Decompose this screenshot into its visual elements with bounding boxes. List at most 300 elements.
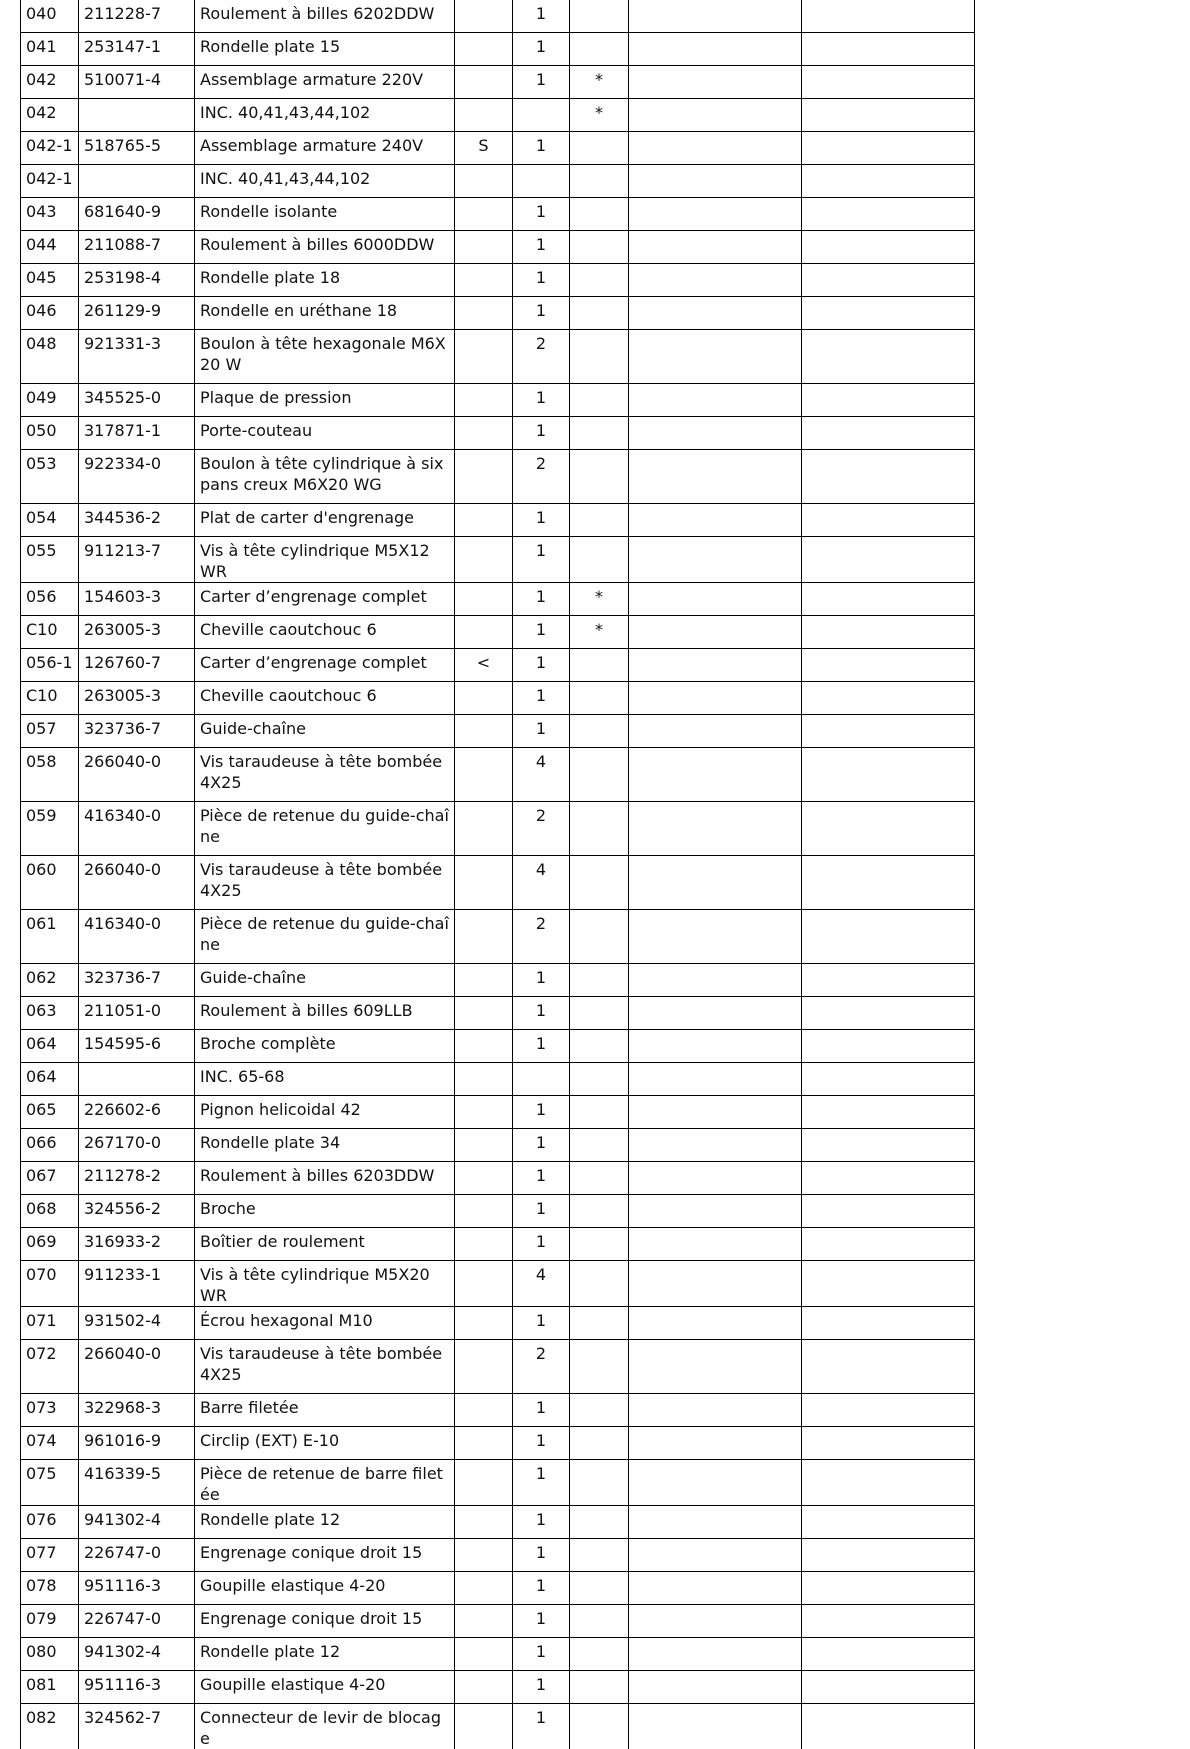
quantity-cell: 1 [513,682,570,715]
item-number-cell: 057 [21,715,79,748]
blank-cell [802,1506,975,1539]
item-number-cell: 044 [21,231,79,264]
table-row [21,1427,975,1460]
note-cell [570,33,629,66]
code-cell [455,231,513,264]
code-cell [455,1394,513,1427]
description-cell: Rondelle plate 12 [195,1638,455,1671]
table-row [21,1307,975,1340]
table-row [21,1539,975,1572]
part-number-cell: 226747-0 [79,1605,195,1638]
description-cell: Porte-couteau [195,417,455,450]
blank-cell [802,264,975,297]
note-cell [570,1638,629,1671]
note-cell: * [570,99,629,132]
code-cell [455,1307,513,1340]
table-row [21,132,975,165]
description-cell: Vis taraudeuse à tête bombée 4X25 [195,1340,455,1394]
note-cell [570,1506,629,1539]
item-number-cell: 077 [21,1539,79,1572]
part-number-cell: 345525-0 [79,384,195,417]
part-number-cell: 317871-1 [79,417,195,450]
blank-cell [629,231,802,264]
note-cell [570,1030,629,1063]
blank-cell [802,1704,975,1749]
note-cell [570,330,629,384]
code-cell [455,616,513,649]
blank-cell [802,1195,975,1228]
table-row [21,417,975,450]
part-number-cell: 263005-3 [79,682,195,715]
quantity-cell: 2 [513,450,570,504]
quantity-cell: 1 [513,715,570,748]
item-number-cell: 079 [21,1605,79,1638]
description-cell: Roulement à billes 6000DDW [195,231,455,264]
table-row [21,1460,975,1506]
code-cell [455,802,513,856]
item-number-cell: 054 [21,504,79,537]
code-cell [455,1340,513,1394]
note-cell [570,132,629,165]
blank-cell [802,330,975,384]
part-number-cell: 941302-4 [79,1638,195,1671]
blank-cell [802,1394,975,1427]
blank-cell [802,0,975,33]
blank-cell [802,417,975,450]
note-cell [570,1063,629,1096]
blank-cell [629,802,802,856]
item-number-cell: 040 [21,0,79,33]
code-cell [455,1539,513,1572]
code-cell [455,537,513,583]
blank-cell [629,1427,802,1460]
quantity-cell: 1 [513,1671,570,1704]
part-number-cell: 322968-3 [79,1394,195,1427]
item-number-cell: 042-1 [21,165,79,198]
description-cell: Cheville caoutchouc 6 [195,682,455,715]
item-number-cell: 062 [21,964,79,997]
code-cell [455,66,513,99]
code-cell [455,1572,513,1605]
item-number-cell: 066 [21,1129,79,1162]
table-row [21,450,975,504]
blank-cell [629,417,802,450]
code-cell [455,504,513,537]
note-cell [570,1195,629,1228]
code-cell [455,450,513,504]
quantity-cell [513,165,570,198]
table-row [21,715,975,748]
description-cell: Goupille elastique 4-20 [195,1671,455,1704]
quantity-cell: 1 [513,1394,570,1427]
table-row [21,748,975,802]
quantity-cell: 1 [513,1195,570,1228]
blank-cell [802,1671,975,1704]
description-cell: Carter d’engrenage complet [195,583,455,616]
part-number-cell [79,99,195,132]
item-number-cell: 056 [21,583,79,616]
table-row [21,1162,975,1195]
code-cell [455,715,513,748]
blank-cell [629,0,802,33]
description-cell: Vis à tête cylindrique M5X12 WR [195,537,455,583]
table-row [21,1129,975,1162]
item-number-cell: 078 [21,1572,79,1605]
blank-cell [629,1340,802,1394]
blank-cell [802,66,975,99]
quantity-cell: 1 [513,33,570,66]
note-cell [570,198,629,231]
code-cell [455,264,513,297]
blank-cell [629,297,802,330]
description-cell: Broche complète [195,1030,455,1063]
description-cell: Barre filetée [195,1394,455,1427]
description-cell: Assemblage armature 240V [195,132,455,165]
table-row [21,504,975,537]
table-row [21,66,975,99]
quantity-cell: 2 [513,1340,570,1394]
part-number-cell: 921331-3 [79,330,195,384]
description-cell: Broche [195,1195,455,1228]
note-cell [570,964,629,997]
blank-cell [802,537,975,583]
table-row [21,1506,975,1539]
item-number-cell: 042 [21,99,79,132]
part-number-cell: 951116-3 [79,1671,195,1704]
blank-cell [629,856,802,910]
table-row [21,1704,975,1749]
code-cell [455,297,513,330]
blank-cell [629,1162,802,1195]
part-number-cell: 211228-7 [79,0,195,33]
blank-cell [802,1460,975,1506]
quantity-cell: 2 [513,802,570,856]
blank-cell [629,1030,802,1063]
blank-cell [629,748,802,802]
code-cell [455,682,513,715]
code-cell [455,1704,513,1749]
note-cell [570,682,629,715]
description-cell: Vis taraudeuse à tête bombée 4X25 [195,856,455,910]
note-cell: * [570,66,629,99]
blank-cell [629,715,802,748]
part-number-cell: 266040-0 [79,856,195,910]
part-number-cell: 263005-3 [79,616,195,649]
part-number-cell: 211051-0 [79,997,195,1030]
note-cell [570,1307,629,1340]
table-row [21,1195,975,1228]
blank-cell [629,583,802,616]
part-number-cell: 931502-4 [79,1307,195,1340]
item-number-cell: 072 [21,1340,79,1394]
blank-cell [802,649,975,682]
note-cell [570,1427,629,1460]
code-cell [455,1638,513,1671]
table-row [21,964,975,997]
blank-cell [629,504,802,537]
note-cell [570,1539,629,1572]
parts-table-body [21,0,975,1749]
table-row [21,231,975,264]
note-cell [570,1096,629,1129]
part-number-cell: 316933-2 [79,1228,195,1261]
table-row [21,537,975,583]
quantity-cell: 4 [513,748,570,802]
blank-cell [629,1096,802,1129]
table-row [21,649,975,682]
quantity-cell [513,99,570,132]
item-number-cell: 082 [21,1704,79,1749]
table-row [21,264,975,297]
blank-cell [629,384,802,417]
quantity-cell: 1 [513,0,570,33]
item-number-cell: 067 [21,1162,79,1195]
parts-list-table [20,0,975,1749]
item-number-cell: 048 [21,330,79,384]
blank-cell [802,616,975,649]
code-cell [455,198,513,231]
item-number-cell: 064 [21,1063,79,1096]
part-number-cell: 211278-2 [79,1162,195,1195]
part-number-cell: 911213-7 [79,537,195,583]
note-cell [570,649,629,682]
note-cell [570,1394,629,1427]
table-row [21,1638,975,1671]
part-number-cell: 911233-1 [79,1261,195,1307]
blank-cell [629,450,802,504]
part-number-cell: 961016-9 [79,1427,195,1460]
note-cell [570,1261,629,1307]
item-number-cell: 055 [21,537,79,583]
code-cell: S [455,132,513,165]
code-cell [455,1427,513,1460]
part-number-cell [79,165,195,198]
item-number-cell: 042 [21,66,79,99]
description-cell: Cheville caoutchouc 6 [195,616,455,649]
blank-cell [629,997,802,1030]
quantity-cell: 1 [513,616,570,649]
part-number-cell: 324562-7 [79,1704,195,1749]
description-cell: Rondelle plate 18 [195,264,455,297]
quantity-cell: 1 [513,1228,570,1261]
blank-cell [802,1539,975,1572]
item-number-cell: 046 [21,297,79,330]
item-number-cell: 059 [21,802,79,856]
part-number-cell: 226602-6 [79,1096,195,1129]
blank-cell [629,682,802,715]
part-number-cell: 266040-0 [79,1340,195,1394]
table-row [21,0,975,33]
table-row [21,1605,975,1638]
blank-cell [802,1162,975,1195]
note-cell [570,1460,629,1506]
quantity-cell: 1 [513,1539,570,1572]
quantity-cell: 1 [513,1638,570,1671]
part-number-cell: 126760-7 [79,649,195,682]
item-number-cell: 050 [21,417,79,450]
item-number-cell: 069 [21,1228,79,1261]
item-number-cell: 053 [21,450,79,504]
note-cell [570,1605,629,1638]
blank-cell [802,1427,975,1460]
part-number-cell: 253198-4 [79,264,195,297]
description-cell: Boîtier de roulement [195,1228,455,1261]
part-number-cell: 266040-0 [79,748,195,802]
blank-cell [802,802,975,856]
description-cell: Pièce de retenue de barre filetée [195,1460,455,1506]
note-cell: * [570,583,629,616]
code-cell [455,384,513,417]
description-cell: Plat de carter d'engrenage [195,504,455,537]
note-cell [570,264,629,297]
quantity-cell: 1 [513,1030,570,1063]
table-row [21,1261,975,1307]
note-cell [570,297,629,330]
item-number-cell: 056-1 [21,649,79,682]
note-cell [570,715,629,748]
quantity-cell: 2 [513,910,570,964]
description-cell: Engrenage conique droit 15 [195,1605,455,1638]
blank-cell [629,616,802,649]
table-row [21,33,975,66]
item-number-cell: 061 [21,910,79,964]
code-cell [455,1096,513,1129]
blank-cell [802,682,975,715]
item-number-cell: 045 [21,264,79,297]
code-cell [455,997,513,1030]
part-number-cell: 510071-4 [79,66,195,99]
blank-cell [802,964,975,997]
part-number-cell: 154595-6 [79,1030,195,1063]
note-cell [570,1704,629,1749]
item-number-cell: 064 [21,1030,79,1063]
part-number-cell: 261129-9 [79,297,195,330]
blank-cell [802,165,975,198]
table-row [21,330,975,384]
table-row [21,856,975,910]
blank-cell [802,1638,975,1671]
item-number-cell: 074 [21,1427,79,1460]
quantity-cell: 1 [513,132,570,165]
blank-cell [802,384,975,417]
blank-cell [802,450,975,504]
code-cell [455,330,513,384]
code-cell [455,33,513,66]
description-cell: Guide-chaîne [195,964,455,997]
description-cell: Boulon à tête hexagonale M6X20 W [195,330,455,384]
quantity-cell: 1 [513,1506,570,1539]
part-number-cell: 211088-7 [79,231,195,264]
part-number-cell: 344536-2 [79,504,195,537]
description-cell: Rondelle plate 15 [195,33,455,66]
blank-cell [629,1638,802,1671]
item-number-cell: 076 [21,1506,79,1539]
part-number-cell: 267170-0 [79,1129,195,1162]
table-row [21,1572,975,1605]
blank-cell [629,964,802,997]
part-number-cell: 922334-0 [79,450,195,504]
part-number-cell: 416340-0 [79,910,195,964]
blank-cell [629,1605,802,1638]
note-cell [570,802,629,856]
description-cell: Guide-chaîne [195,715,455,748]
blank-cell [629,132,802,165]
blank-cell [802,1605,975,1638]
code-cell [455,1605,513,1638]
description-cell: Plaque de pression [195,384,455,417]
note-cell [570,384,629,417]
quantity-cell: 1 [513,1460,570,1506]
code-cell [455,165,513,198]
note-cell [570,1671,629,1704]
quantity-cell: 1 [513,504,570,537]
quantity-cell: 1 [513,997,570,1030]
note-cell [570,417,629,450]
blank-cell [629,1460,802,1506]
blank-cell [629,1195,802,1228]
code-cell [455,748,513,802]
blank-cell [629,1129,802,1162]
description-cell: Rondelle plate 34 [195,1129,455,1162]
blank-cell [629,537,802,583]
table-row [21,1030,975,1063]
part-number-cell: 154603-3 [79,583,195,616]
item-number-cell: 081 [21,1671,79,1704]
blank-cell [629,1704,802,1749]
quantity-cell: 1 [513,264,570,297]
part-number-cell: 416339-5 [79,1460,195,1506]
quantity-cell: 1 [513,537,570,583]
blank-cell [629,1063,802,1096]
part-number-cell: 323736-7 [79,964,195,997]
note-cell [570,910,629,964]
quantity-cell: 1 [513,66,570,99]
blank-cell [802,1030,975,1063]
note-cell: * [570,616,629,649]
blank-cell [629,1506,802,1539]
item-number-cell: 058 [21,748,79,802]
item-number-cell: 063 [21,997,79,1030]
quantity-cell: 4 [513,1261,570,1307]
blank-cell [629,198,802,231]
blank-cell [629,1228,802,1261]
quantity-cell: 1 [513,417,570,450]
table-row [21,583,975,616]
note-cell [570,1162,629,1195]
description-cell: INC. 40,41,43,44,102 [195,99,455,132]
code-cell [455,583,513,616]
blank-cell [629,1307,802,1340]
part-number-cell: 253147-1 [79,33,195,66]
table-row [21,1063,975,1096]
note-cell [570,997,629,1030]
quantity-cell: 1 [513,1704,570,1749]
quantity-cell: 1 [513,1572,570,1605]
code-cell [455,1671,513,1704]
description-cell: Rondelle en uréthane 18 [195,297,455,330]
quantity-cell [513,1063,570,1096]
table-row [21,297,975,330]
code-cell [455,1162,513,1195]
blank-cell [629,1671,802,1704]
note-cell [570,504,629,537]
note-cell [570,231,629,264]
blank-cell [802,1228,975,1261]
code-cell [455,1195,513,1228]
blank-cell [629,649,802,682]
description-cell: Carter d’engrenage complet [195,649,455,682]
description-cell: Vis à tête cylindrique M5X20 WR [195,1261,455,1307]
